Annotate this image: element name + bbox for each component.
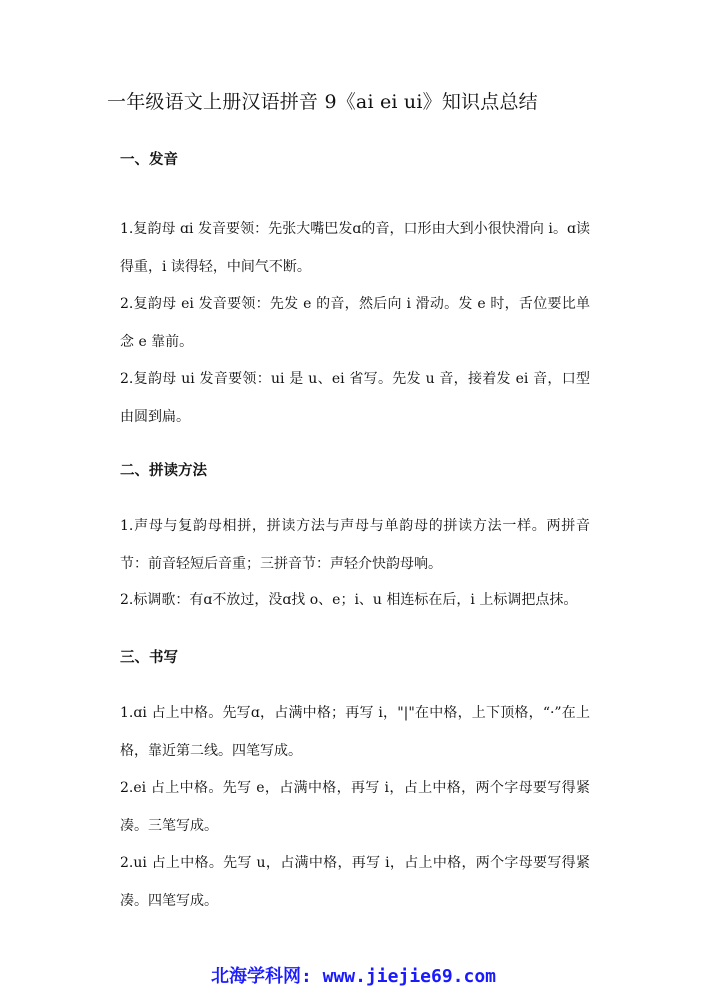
paragraph: 2.复韵母 ei 发音要领：先发 e 的音，然后向 i 滑动。发 e 时，舌位要比单念 e 靠前。 (120, 296, 590, 350)
section-heading-pronunciation: 一、发音 (120, 151, 178, 168)
paragraph: 2.复韵母 ui 发音要领：ui 是 u、ei 省写。先发 u 音，接着发 ei 音，口型由圆到扁。 (120, 371, 590, 425)
paragraph: 1.复韵母 ɑi 发音要领：先张大嘴巴发ɑ的音，口形由大到小很快滑向 i。ɑ读得重，i 读得轻，中间气不断。 (120, 221, 590, 275)
paragraph: 1.ɑi 占上中格。先写ɑ，占满中格；再写 i，"|"在中格，上下顶格，“·”在上格，靠近第二线。四笔写成。 (120, 705, 590, 759)
footer-watermark: 北海学科网: www.jiejie69.com (210, 966, 497, 987)
paragraph: 2.ui 占上中格。先写 u，占满中格，再写 i，占上中格，两个字母要写得紧凑。四笔写成。 (120, 855, 590, 909)
paragraph: 1.声母与复韵母相拼，拼读方法与声母与单韵母的拼读方法一样。两拼音节：前音轻短后音重；三拼音节：声轻介快韵母响。 (120, 518, 590, 572)
section-heading-writing: 三、书写 (120, 649, 178, 666)
paragraph: 2.标调歌：有ɑ不放过，没ɑ找 o、e；i、u 相连标在后，i 上标调把点抹。 (120, 592, 578, 608)
paragraph: 2.ei 占上中格。先写 e，占满中格，再写 i，占上中格，两个字母要写得紧凑。三笔写成。 (120, 780, 590, 834)
section-heading-reading-method: 二、拼读方法 (120, 462, 207, 479)
document-title: 一年级语文上册汉语拼音 9《ai ei ui》知识点总结 (107, 91, 538, 113)
